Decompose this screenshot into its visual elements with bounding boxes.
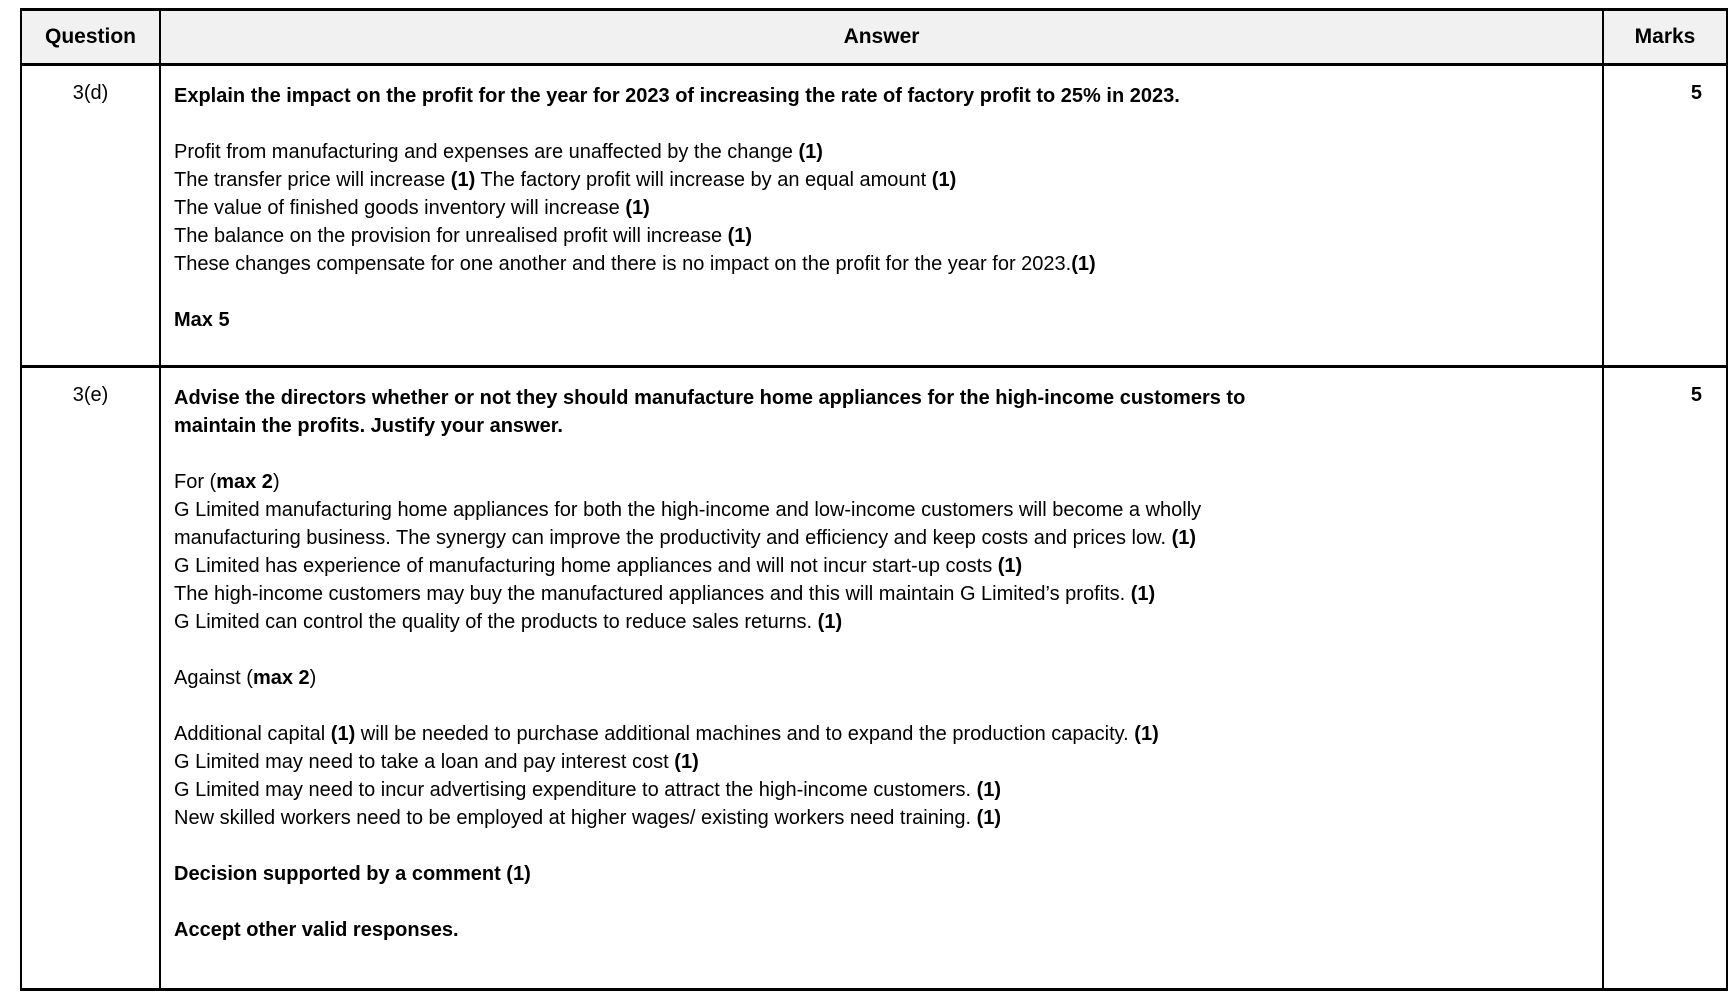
question-cell: 3(d) bbox=[21, 65, 160, 367]
answer-line: These changes compensate for one another and there is no impact on the profit for the year for 2023.(1) bbox=[174, 253, 1096, 275]
column-header-answer: Answer bbox=[160, 10, 1603, 65]
answer-line: Against (max 2) bbox=[174, 667, 317, 689]
answer-line bbox=[174, 110, 1586, 138]
answer-line: G Limited has experience of manufacturing home appliances and will not incur start-up costs (1) bbox=[174, 555, 1023, 577]
table-body bbox=[21, 65, 1727, 990]
answer-line: Profit from manufacturing and expenses are unaffected by the change (1) bbox=[174, 141, 823, 163]
answer-line: Explain the impact on the profit for the year for 2023 of increasing the rate of factory profit to 25% in 2023. bbox=[174, 85, 1180, 107]
column-header-question: Question bbox=[21, 10, 160, 65]
mark-scheme-table bbox=[20, 8, 1728, 991]
answer-line bbox=[174, 278, 1586, 306]
answer-line bbox=[174, 832, 1586, 860]
answer-line: Decision supported by a comment (1) bbox=[174, 863, 531, 885]
answer-line: The value of finished goods inventory will increase (1) bbox=[174, 197, 650, 219]
question-cell: 3(e) bbox=[21, 367, 160, 990]
marks-cell: 5 bbox=[1603, 367, 1727, 990]
answer-line: The high-income customers may buy the manufactured appliances and this will maintain G Limited’s profits. (1) bbox=[174, 583, 1156, 605]
answer-line: manufacturing business. The synergy can improve the productivity and efficiency and keep costs and prices low. (1) bbox=[174, 527, 1197, 549]
table-row bbox=[21, 367, 1727, 990]
answer-line: G Limited manufacturing home appliances for both the high-income and low-income customers will become a wholly bbox=[174, 499, 1202, 521]
answer-line: G Limited may need to take a loan and pay interest cost (1) bbox=[174, 751, 699, 773]
answer-line bbox=[174, 440, 1586, 468]
answer-line: maintain the profits. Justify your answer. bbox=[174, 415, 563, 437]
answer-line: New skilled workers need to be employed at higher wages/ existing workers need training. (1) bbox=[174, 807, 1002, 829]
answer-line: Additional capital (1) will be needed to purchase additional machines and to expand the production capacity. (1) bbox=[174, 723, 1159, 745]
answer-line: The transfer price will increase (1) The factory profit will increase by an equal amount (1) bbox=[174, 169, 957, 191]
marks-cell: 5 bbox=[1603, 65, 1727, 367]
answer-line: For (max 2) bbox=[174, 471, 280, 493]
answer-line bbox=[174, 888, 1586, 916]
answer-line bbox=[174, 692, 1586, 720]
answer-line: G Limited may need to incur advertising expenditure to attract the high-income customers. (1) bbox=[174, 779, 1002, 801]
answer-cell bbox=[160, 367, 1603, 990]
column-header-marks: Marks bbox=[1603, 10, 1727, 65]
answer-line: Accept other valid responses. bbox=[174, 919, 459, 941]
answer-line: Advise the directors whether or not they should manufacture home appliances for the high-income customers to bbox=[174, 387, 1246, 409]
answer-line: The balance on the provision for unrealised profit will increase (1) bbox=[174, 225, 753, 247]
answer-line bbox=[174, 636, 1586, 664]
table-header-row bbox=[21, 10, 1727, 65]
answer-line: Max 5 bbox=[174, 309, 230, 331]
table-row bbox=[21, 65, 1727, 367]
answer-line: G Limited can control the quality of the products to reduce sales returns. (1) bbox=[174, 611, 843, 633]
answer-cell bbox=[160, 65, 1603, 367]
